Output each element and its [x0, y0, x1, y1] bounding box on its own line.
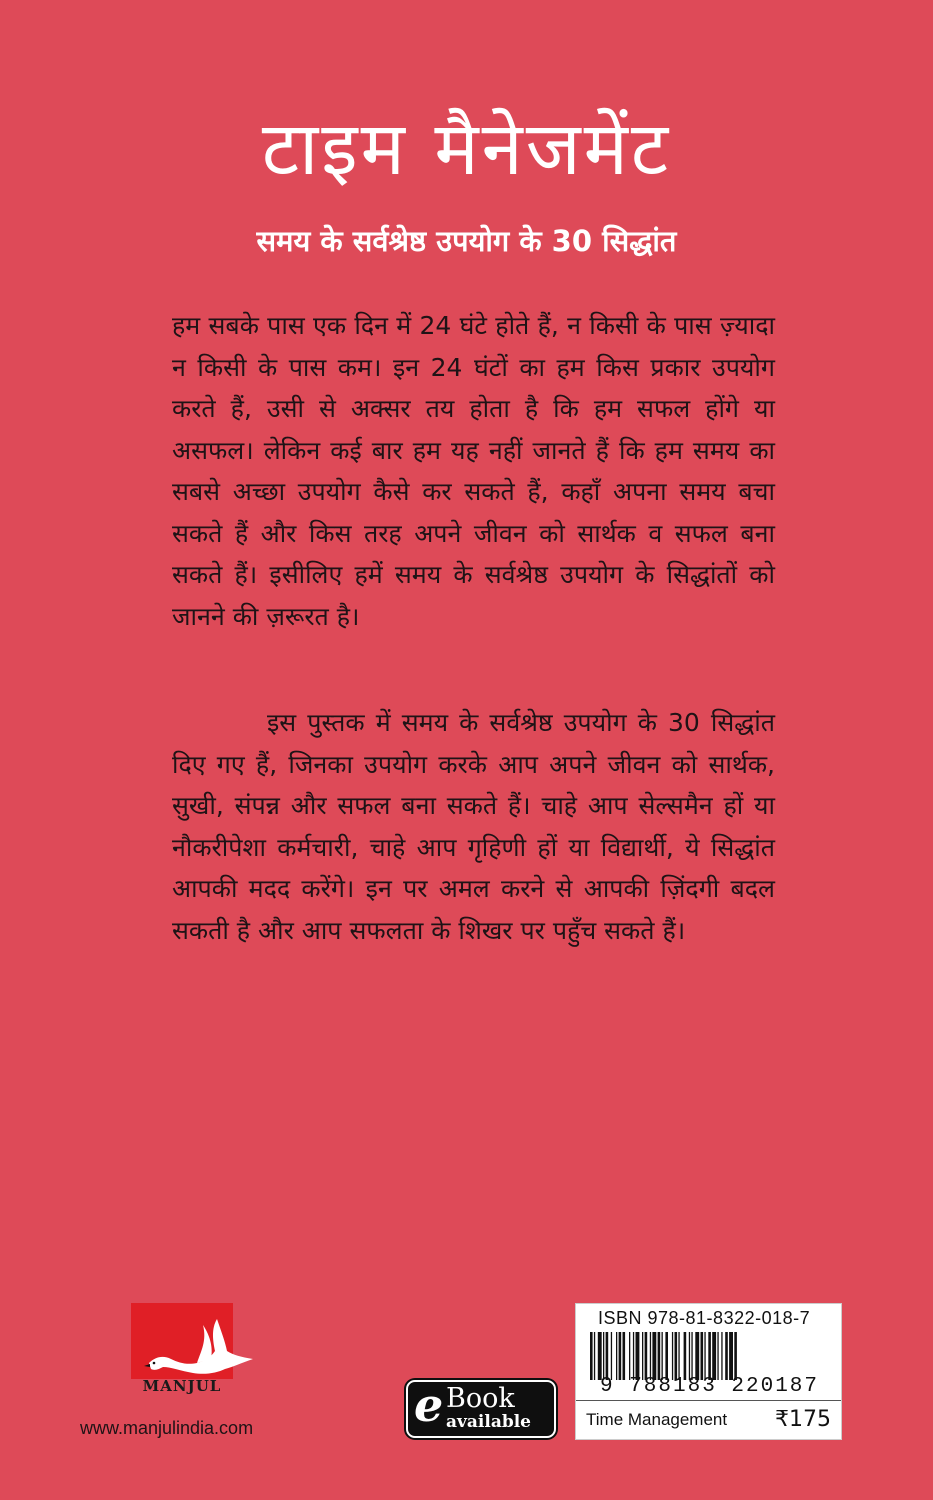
divider: [576, 1400, 841, 1401]
blurb-paragraph-1: हम सबके पास एक दिन में 24 घंटे होते हैं, न किसी के पास ज़्यादा न किसी के पास कम। इन 24 घंटों का हम किस प्रकार उपयोग करते हैं, उसी से अक्सर तय होता है कि हम सफल होंगे या असफल। लेकिन कई बार हम यह नहीं जानते हैं कि हम समय का सबसे अच्छा उपयोग कैसे कर सकते हैं, कहाँ अपना समय बचा सकते हैं और किस तरह अपने जीवन को सार्थक व सफल बना सकते हैं। इसीलिए हमें समय के सर्वश्रेष्ठ उपयोग के सिद्धांतों को जानने की ज़रूरत है।: [172, 311, 775, 631]
publisher-website[interactable]: www.manjulindia.com: [80, 1418, 254, 1438]
ebook-available-badge: [406, 1380, 556, 1438]
ebook-availability: available: [446, 1412, 531, 1432]
ebook-letter: e: [414, 1378, 444, 1432]
publisher-logo: [131, 1303, 256, 1395]
ebook-word: Book: [446, 1383, 515, 1414]
isbn-number: ISBN 978-81-8322-018-7: [598, 1308, 811, 1328]
goose-icon: [141, 1311, 256, 1381]
barcode-icon: [590, 1332, 828, 1380]
price-label: ₹175: [775, 1407, 831, 1432]
barcode-book-title: Time Management: [586, 1410, 728, 1429]
book-title: टाइम मैनेजमेंट: [261, 106, 672, 192]
publisher-name: MANJUL: [142, 1377, 222, 1395]
barcode-digits: 9 788183 220187: [599, 1375, 820, 1398]
book-subtitle: समय के सर्वश्रेष्ठ उपयोग के 30 सिद्धांत: [256, 224, 677, 258]
isbn-barcode-panel: [575, 1303, 842, 1440]
blurb-paragraph-2: इस पुस्तक में समय के सर्वश्रेष्ठ उपयोग के 30 सिद्धांत दिए गए हैं, जिनका उपयोग करके आप अपने जीवन को सार्थक, सुखी, संपन्न और सफल बना सकते हैं। चाहे आप सेल्समैन हों या नौकरीपेशा कर्मचारी, चाहे आप गृहिणी हों या विद्यार्थी, ये सिद्धांत आपकी मदद करेंगे। इन पर अमल करने से आपकी ज़िंदगी बदल सकती है और आप सफलता के शिखर पर पहुँच सकते हैं।: [172, 708, 775, 945]
